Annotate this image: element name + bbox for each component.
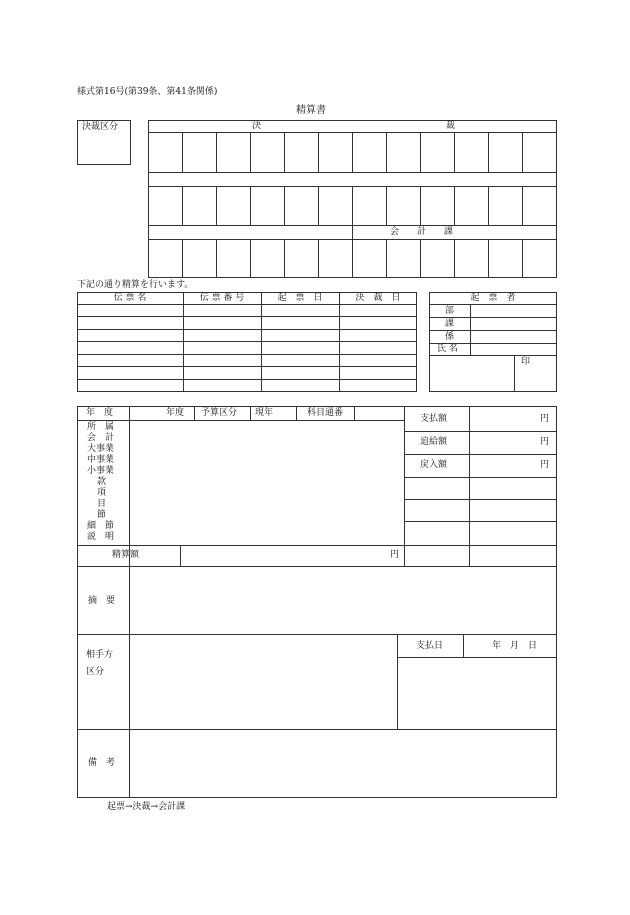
item-minor-project: 小事業 bbox=[87, 466, 115, 476]
item-affiliation: 所 属 bbox=[87, 422, 115, 432]
account-number-label: 科目通番 bbox=[307, 408, 344, 418]
form-number: 様式第16号(第39条、第41条関係) bbox=[77, 87, 218, 97]
year-label: 年 度 bbox=[86, 408, 114, 418]
main-table bbox=[77, 406, 557, 798]
settlement-amount-label: 精算額 bbox=[112, 550, 140, 560]
item-kou: 項 bbox=[97, 488, 107, 498]
item-moku: 目 bbox=[97, 499, 107, 509]
col-voucher-name: 伝 票 名 bbox=[113, 293, 147, 303]
seal-label: 印 bbox=[521, 357, 531, 367]
payment-amount-yen: 円 bbox=[540, 414, 550, 424]
col-decision-date: 決 裁 日 bbox=[355, 293, 401, 303]
issuer-section-label: 課 bbox=[445, 319, 455, 329]
summary-label: 摘 要 bbox=[88, 596, 116, 606]
current-year-label: 現年 bbox=[255, 408, 274, 418]
issuer-dept-label: 部 bbox=[445, 306, 455, 316]
partner-label: 相手方 bbox=[86, 650, 114, 660]
refund-amount-yen: 円 bbox=[540, 460, 550, 470]
decision-class-label: 決裁区分 bbox=[82, 122, 119, 132]
item-accounting: 会 計 bbox=[87, 433, 115, 443]
item-sub-setsu: 細 節 bbox=[87, 521, 115, 531]
payment-date-format: 年 月 日 bbox=[492, 641, 538, 651]
item-middle-project: 中事業 bbox=[87, 455, 115, 465]
payment-amount-label: 支払額 bbox=[420, 414, 448, 424]
issuer-title: 起 票 者 bbox=[470, 293, 516, 303]
item-description: 説 明 bbox=[87, 532, 115, 542]
item-major-project: 大事業 bbox=[87, 444, 115, 454]
approval-flow: 起票→決裁→会計課 bbox=[107, 802, 186, 812]
payment-date-label: 支払日 bbox=[416, 641, 444, 651]
remarks-label: 備 考 bbox=[88, 758, 116, 768]
additional-payment-yen: 円 bbox=[540, 437, 550, 447]
item-kan: 款 bbox=[97, 477, 107, 487]
issuer-unit-label: 係 bbox=[445, 332, 455, 342]
partner-class-label: 区分 bbox=[86, 667, 105, 677]
col-issue-date: 起 票 日 bbox=[277, 293, 323, 303]
budget-class-label: 予算区分 bbox=[201, 408, 238, 418]
approval-label-left: 決 bbox=[252, 121, 262, 131]
settlement-yen: 円 bbox=[390, 550, 400, 560]
additional-payment-label: 追給額 bbox=[420, 437, 448, 447]
item-setsu: 節 bbox=[97, 510, 107, 520]
accounting-section-label: 会 計 課 bbox=[390, 227, 454, 237]
intro-text: 下記の通り精算を行います。 bbox=[77, 280, 194, 290]
col-voucher-number: 伝 票 番 号 bbox=[199, 293, 245, 303]
issuer-name-label: 氏 名 bbox=[437, 344, 458, 354]
year-unit: 年度 bbox=[166, 408, 185, 418]
page-title: 精算書 bbox=[296, 105, 326, 116]
approval-label-right: 裁 bbox=[446, 121, 456, 131]
voucher-table bbox=[77, 292, 417, 392]
refund-amount-label: 戻入額 bbox=[420, 460, 448, 470]
